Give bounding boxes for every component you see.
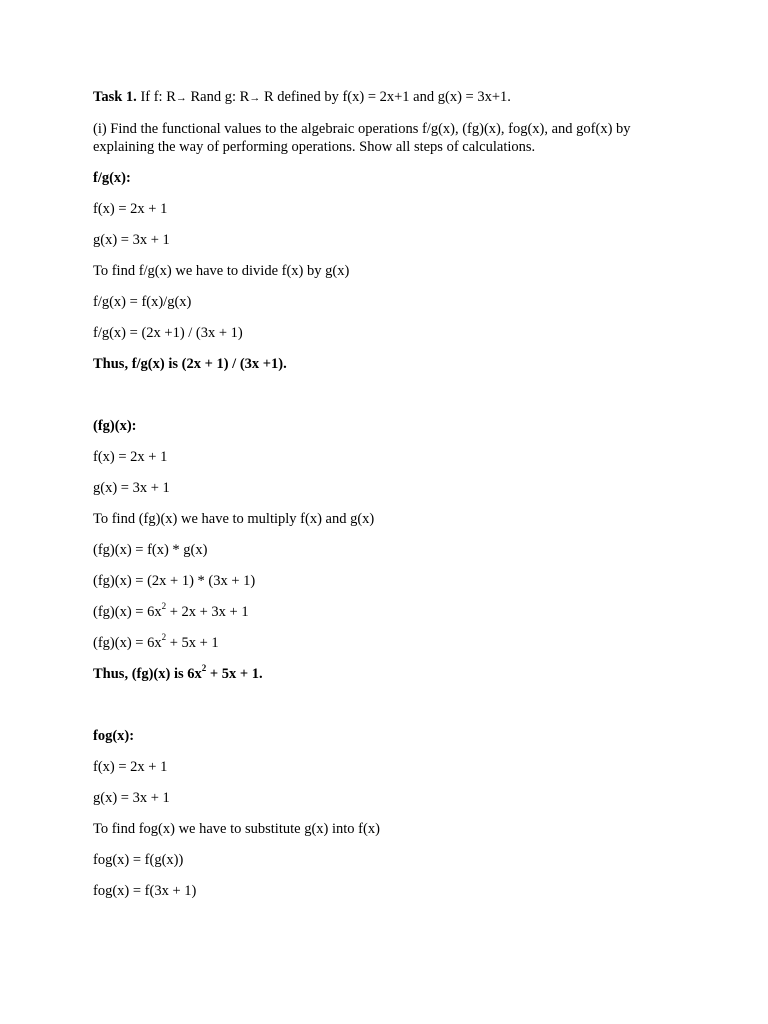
arrow-icon: →	[249, 92, 261, 104]
text-part: + 2x + 3x + 1	[166, 604, 249, 620]
arrow-icon: →	[175, 92, 187, 104]
text-line: fog(x) = f(g(x))	[93, 852, 184, 868]
text-line: To find (fg)(x) we have to multiply f(x) and g(x)	[93, 511, 375, 527]
text-line: f/g(x) = f(x)/g(x)	[93, 294, 192, 310]
text-line: g(x) = 3x + 1	[93, 790, 170, 806]
instruction: (i) Find the functional values to the algebraic operations f/g(x), (fg)(x), fog(x), and gof(x) by explaining the way of performing operations. Show all steps of calculations.	[93, 121, 631, 155]
text-line	[93, 603, 683, 621]
task-statement-b: Rand g: R	[186, 89, 250, 105]
exponent: 2	[201, 663, 207, 674]
text-part: + 5x + 1.	[206, 666, 263, 682]
document-page	[93, 88, 683, 913]
text-line: (fg)(x) = f(x) * g(x)	[93, 542, 208, 558]
text-line: (fg)(x) = (2x + 1) * (3x + 1)	[93, 573, 256, 589]
text-line: f(x) = 2x + 1	[93, 759, 168, 775]
spacer	[93, 386, 683, 417]
text-part: (fg)(x) = 6x	[93, 635, 162, 651]
text-line: fog(x) = f(3x + 1)	[93, 883, 197, 899]
spacer	[93, 696, 683, 727]
task-statement-c: R defined by f(x) = 2x+1 and g(x) = 3x+1.	[260, 89, 511, 105]
task-statement	[93, 88, 683, 107]
task-label: Task 1.	[93, 89, 137, 105]
text-part: + 5x + 1	[166, 635, 219, 651]
text-part: (fg)(x) = 6x	[93, 604, 162, 620]
conclusion-fg-div: Thus, f/g(x) is (2x + 1) / (3x +1).	[93, 356, 287, 372]
section-heading-fg-div: f/g(x):	[93, 170, 131, 186]
text-line: f/g(x) = (2x +1) / (3x + 1)	[93, 325, 243, 341]
text-line: g(x) = 3x + 1	[93, 232, 170, 248]
text-part: Thus, (fg)(x) is 6x	[93, 666, 202, 682]
text-line: g(x) = 3x + 1	[93, 480, 170, 496]
task-statement-a: If f: R	[136, 89, 176, 105]
section-heading-fg-mul: (fg)(x):	[93, 418, 137, 434]
text-line: f(x) = 2x + 1	[93, 201, 168, 217]
text-line	[93, 634, 683, 652]
conclusion-fg-mul	[93, 665, 683, 683]
exponent: 2	[161, 601, 167, 612]
text-line: To find fog(x) we have to substitute g(x) into f(x)	[93, 821, 380, 837]
section-heading-fog: fog(x):	[93, 728, 135, 744]
text-line: f(x) = 2x + 1	[93, 449, 168, 465]
exponent: 2	[161, 632, 167, 643]
text-line: To find f/g(x) we have to divide f(x) by g(x)	[93, 263, 350, 279]
